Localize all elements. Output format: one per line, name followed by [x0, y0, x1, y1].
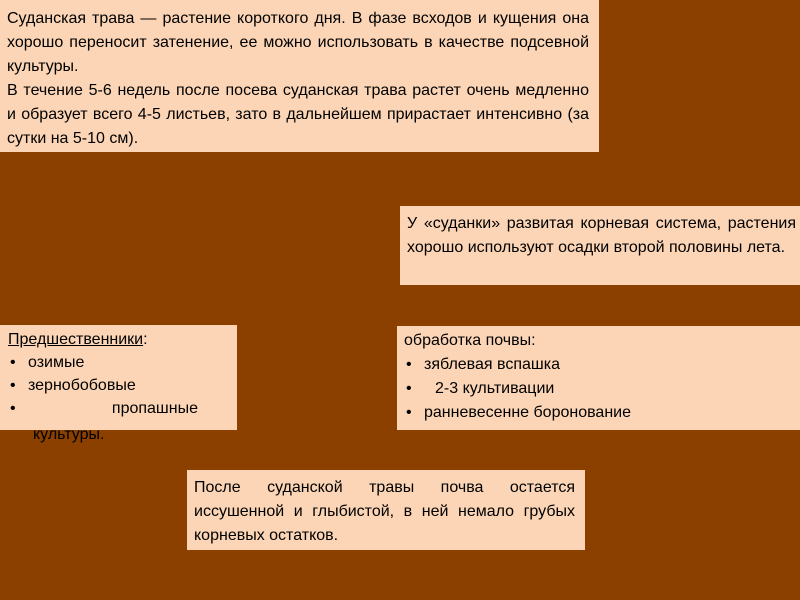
intro-paragraph-1: Суданская трава — растение короткого дня. В фазе всходов и кущения она хорошо переносит затенение, ее можно использовать в качестве подсевной культуры.: [7, 10, 589, 75]
predecessors-list: [8, 351, 229, 420]
predecessor-item-winter-crops: • озимые: [8, 351, 229, 374]
intro-text-box: [0, 0, 599, 152]
intro-paragraph-2: В течение 5-6 недель после посева суданская трава растет очень медленно и образует всего 4-5 листьев, зато в дальнейшем прирастает интенсивно (за сутки на 5-10 см).: [7, 82, 589, 147]
root-system-text: У «суданки» развитая корневая система, растения хорошо используют осадки второй половины лета.: [407, 215, 796, 256]
predecessors-continuation: культуры.: [33, 426, 105, 443]
tillage-box: [397, 326, 800, 430]
tillage-item-autumn-ploughing: • зяблевая вспашка: [404, 353, 792, 377]
predecessor-item-legumes: • зернобобовые: [8, 374, 229, 397]
tillage-item-cultivations: • 2-3 культивации: [404, 377, 792, 401]
root-system-text-box: [400, 206, 800, 285]
predecessor-item-row-crops-label: пропашные: [111, 400, 198, 417]
predecessors-title: [8, 328, 229, 351]
tillage-title: обработка почвы:: [404, 332, 536, 349]
tillage-item-early-harrowing: • ранневесенне боронование: [404, 401, 792, 425]
predecessor-item-row-crops: [8, 397, 229, 420]
predecessors-title-colon: :: [143, 331, 148, 348]
after-crop-text-box: [187, 470, 585, 550]
after-crop-text: После суданской травы почва остается иссушенной и глыбистой, в ней немало грубых корневых остатков.: [194, 479, 575, 544]
tillage-list: [404, 353, 792, 425]
predecessors-box: [0, 325, 237, 443]
predecessors-title-label: Предшественники: [8, 331, 144, 348]
